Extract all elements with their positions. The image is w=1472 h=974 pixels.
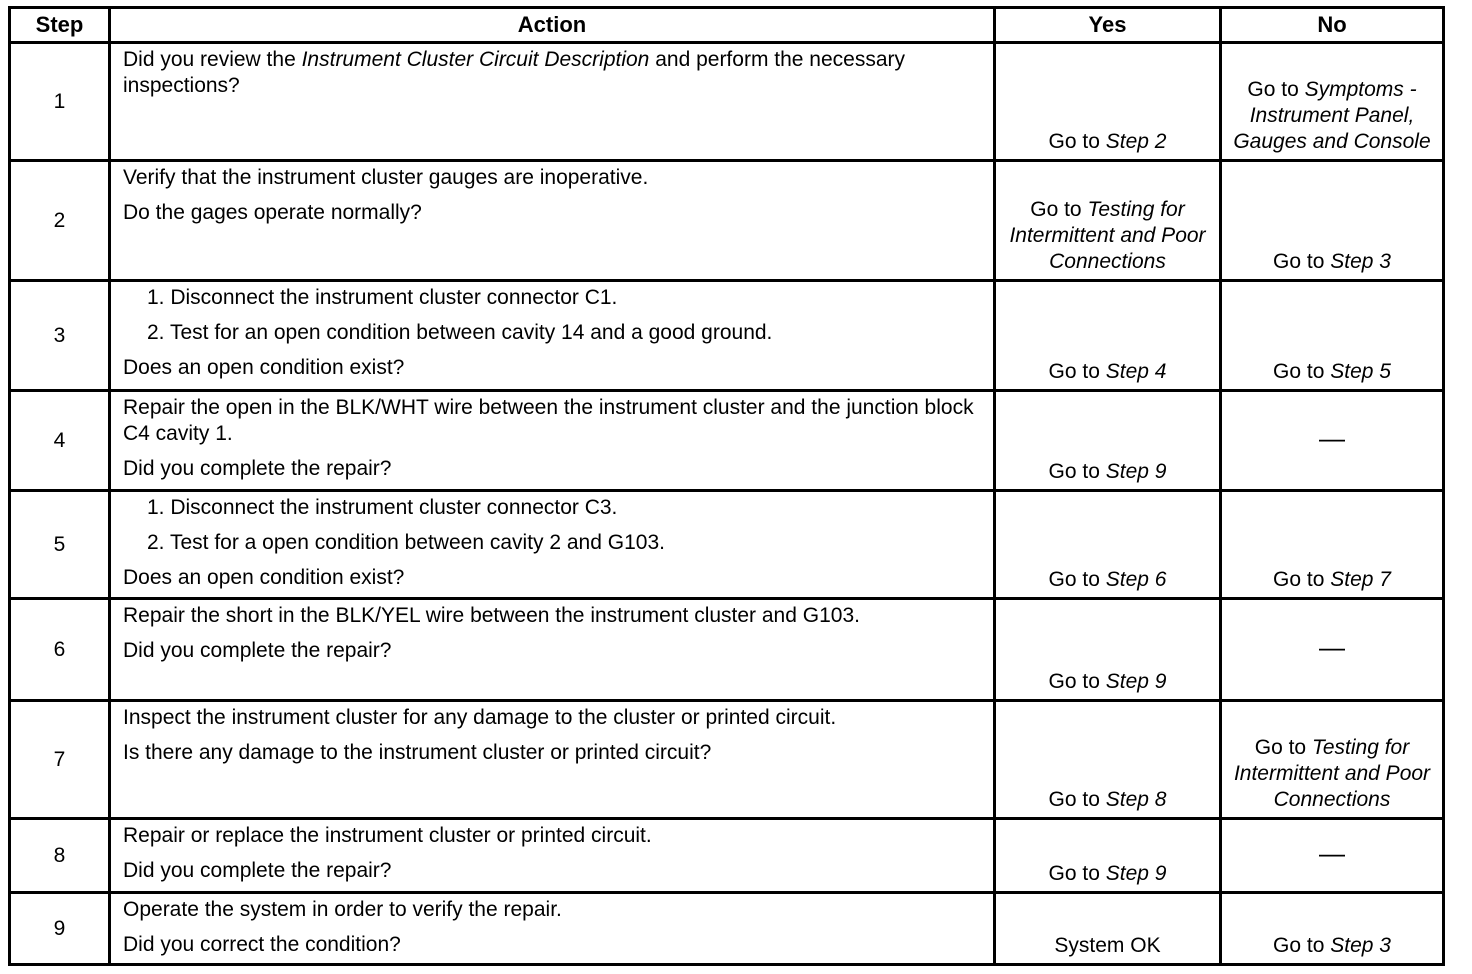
action-question: Did you complete the repair?	[123, 457, 392, 480]
table-row	[10, 161, 1444, 281]
action-question: Does an open condition exist?	[123, 356, 405, 379]
no-link[interactable]: Step 7	[1330, 568, 1391, 591]
no-cell	[1221, 599, 1444, 701]
no-link[interactable]: Step 3	[1330, 934, 1391, 957]
yes-prefix: Go to	[1030, 198, 1088, 221]
yes-link[interactable]: Step 4	[1105, 360, 1167, 383]
instruction-item: 1. Disconnect the instrument cluster connector C3.	[147, 496, 618, 519]
action-question: Did you complete the repair?	[123, 859, 392, 882]
instruction-item: 2. Test for an open condition between cavity 14 and a good ground.	[147, 321, 773, 344]
yes-cell	[995, 161, 1221, 281]
no-prefix: Go to	[1254, 736, 1312, 759]
yes-link[interactable]: Step 9	[1105, 670, 1167, 693]
table-row	[10, 819, 1444, 893]
no-cell	[1221, 893, 1444, 965]
table-row	[10, 391, 1444, 491]
yes-cell	[995, 893, 1221, 965]
table-row	[10, 701, 1444, 819]
action-question: Did you complete the repair?	[123, 639, 392, 662]
yes-cell	[995, 819, 1221, 893]
no-prefix: Go to	[1273, 568, 1331, 591]
no-link[interactable]: Testing for Intermittent and Poor Connections	[1233, 736, 1431, 811]
table-row	[10, 43, 1444, 161]
step-number: 7	[10, 701, 110, 819]
no-link[interactable]: Step 3	[1330, 250, 1391, 273]
table-row	[10, 491, 1444, 599]
no-link[interactable]: Symptoms - Instrument Panel, Gauges and Console	[1233, 78, 1431, 153]
step-number: 2	[10, 161, 110, 281]
yes-link[interactable]: Step 9	[1105, 862, 1167, 885]
yes-prefix: Go to	[1048, 788, 1106, 811]
no-dash: —	[1319, 423, 1345, 453]
step-number: 5	[10, 491, 110, 599]
yes-cell	[995, 281, 1221, 391]
no-prefix: Go to	[1273, 934, 1331, 957]
no-prefix: Go to	[1273, 250, 1331, 273]
action-text-post: and perform the necessary inspections?	[123, 48, 906, 97]
yes-link[interactable]: Step 9	[1105, 460, 1167, 483]
step-number: 9	[10, 893, 110, 965]
header-action: Action	[110, 8, 995, 43]
header-row	[10, 8, 1444, 43]
diagnostic-table	[8, 6, 1445, 966]
action-text: Verify that the instrument cluster gauges are inoperative.	[123, 166, 649, 189]
no-dash: —	[1319, 838, 1345, 868]
yes-link[interactable]: Testing for Intermittent and Poor Connections	[1009, 198, 1206, 273]
no-prefix: Go to	[1247, 78, 1305, 101]
no-cell	[1221, 43, 1444, 161]
action-text-pre: Did you review the	[123, 48, 302, 71]
action-cell	[110, 281, 995, 391]
yes-cell	[995, 491, 1221, 599]
step-number: 4	[10, 391, 110, 491]
yes-prefix: Go to	[1048, 862, 1106, 885]
action-text: Repair the open in the BLK/WHT wire between the instrument cluster and the junction block C4 cavity 1.	[123, 396, 974, 445]
action-cell	[110, 893, 995, 965]
header-step: Step	[10, 8, 110, 43]
no-cell	[1221, 391, 1444, 491]
yes-prefix: Go to	[1048, 130, 1106, 153]
no-cell	[1221, 701, 1444, 819]
yes-link[interactable]: Step 8	[1105, 788, 1167, 811]
action-question: Do the gages operate normally?	[123, 201, 422, 224]
action-cell	[110, 43, 995, 161]
action-cell	[110, 491, 995, 599]
no-cell	[1221, 819, 1444, 893]
yes-link[interactable]: Step 6	[1105, 568, 1167, 591]
yes-link[interactable]: Step 2	[1105, 130, 1167, 153]
action-cell	[110, 391, 995, 491]
action-text: Operate the system in order to verify the repair.	[123, 898, 562, 921]
header-yes: Yes	[995, 8, 1221, 43]
action-question: Is there any damage to the instrument cluster or printed circuit?	[123, 741, 712, 764]
no-link[interactable]: Step 5	[1330, 360, 1391, 383]
step-number: 6	[10, 599, 110, 701]
action-text: Repair or replace the instrument cluster or printed circuit.	[123, 824, 652, 847]
instruction-list	[123, 495, 981, 556]
instruction-item: 1. Disconnect the instrument cluster connector C1.	[147, 286, 618, 309]
no-cell	[1221, 491, 1444, 599]
no-cell	[1221, 161, 1444, 281]
yes-prefix: Go to	[1048, 360, 1106, 383]
instruction-item: 2. Test for a open condition between cavity 2 and G103.	[147, 531, 665, 554]
table-row	[10, 281, 1444, 391]
yes-cell	[995, 43, 1221, 161]
table-row	[10, 599, 1444, 701]
step-number: 8	[10, 819, 110, 893]
action-text-em: Instrument Cluster Circuit Description	[301, 48, 650, 71]
no-dash: —	[1319, 632, 1345, 662]
yes-prefix: Go to	[1048, 670, 1106, 693]
action-question: Does an open condition exist?	[123, 566, 405, 589]
no-cell	[1221, 281, 1444, 391]
yes-cell	[995, 701, 1221, 819]
action-text: Inspect the instrument cluster for any damage to the cluster or printed circuit.	[123, 706, 837, 729]
action-text: Repair the short in the BLK/YEL wire between the instrument cluster and G103.	[123, 604, 860, 627]
yes-prefix: Go to	[1048, 568, 1106, 591]
action-cell	[110, 599, 995, 701]
yes-cell	[995, 599, 1221, 701]
instruction-list	[123, 285, 981, 346]
step-number: 3	[10, 281, 110, 391]
yes-result: System OK	[1054, 934, 1161, 957]
header-no: No	[1221, 8, 1444, 43]
action-question: Did you correct the condition?	[123, 933, 401, 956]
yes-cell	[995, 391, 1221, 491]
action-cell	[110, 701, 995, 819]
action-cell	[110, 161, 995, 281]
no-prefix: Go to	[1273, 360, 1331, 383]
yes-prefix: Go to	[1048, 460, 1106, 483]
table-row	[10, 893, 1444, 965]
step-number: 1	[10, 43, 110, 161]
action-cell	[110, 819, 995, 893]
